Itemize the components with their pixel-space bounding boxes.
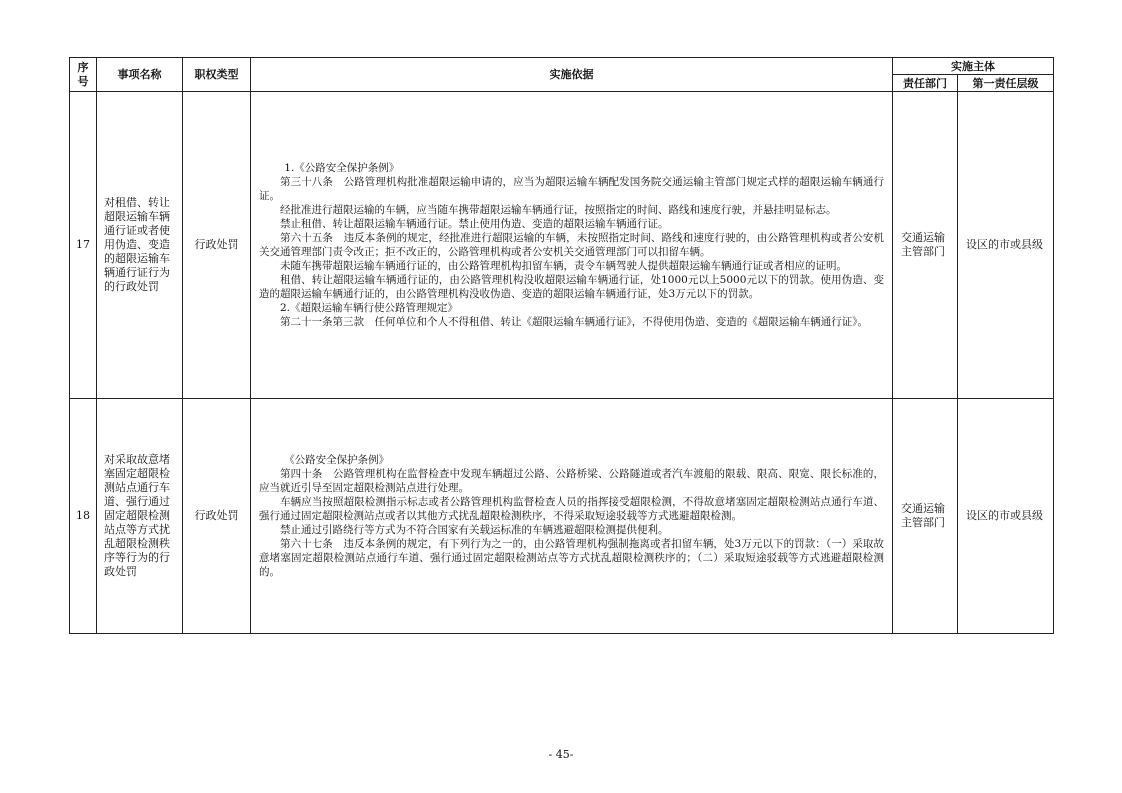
basis-paragraph: 未随车携带超限运输车辆通行证的，由公路管理机构扣留车辆，责令车辆驾驶人提供超限运输车辆通行证或者相应的证明。 [280,260,847,272]
responsibility-level: 设区的市或县级 [958,399,1054,634]
basis-paragraph: 《公路安全保护条例》 [284,454,390,466]
basis-paragraph: 禁止租借、转让超限运输车辆通行证。禁止使用伪造、变造的超限运输车辆通行证。 [280,218,669,230]
header-level: 第一责任层级 [958,75,1054,92]
responsibility-level: 设区的市或县级 [958,92,1054,399]
item-name: 对采取故意堵塞固定超限检测站点通行车道、强行通过固定超限检测站点等方式扰乱超限检测秩序等行为的行政处罚 [97,399,183,634]
responsible-dept: 交通运输主管部门 [893,399,958,634]
basis-paragraph: 第六十五条 违反本条例的规定，经批准进行超限运输的车辆，未按照指定时间、路线和速度行驶的，由公路管理机构或者公安机关交通管理部门责令改正；拒不改正的，公路管理机构或者公安机关交通管理部门可以扣留车辆。 [259,232,884,258]
header-no-label: 序号 [77,60,89,88]
basis-paragraph: 第二十一条第三款 任何单位和个人不得租借、转让《超限运输车辆通行证》，不得使用伪造、变造的《超限运输车辆通行证》。 [280,316,868,328]
header-dept: 责任部门 [893,75,958,92]
basis-paragraph: 禁止通过引路绕行等方式为不符合国家有关载运标准的车辆逃避超限检测提供便利。 [280,524,669,536]
basis-paragraph: 2.《超限运输车辆行使公路管理规定》 [280,302,459,314]
table-row [70,399,1054,634]
basis-cell [251,399,893,634]
power-type: 行政处罚 [183,92,251,399]
basis-paragraph: 租借、转让超限运输车辆通行证的，由公路管理机构没收超限运输车辆通行证，处1000元以上5000元以下的罚款。使用伪造、变造的超限运输车辆通行证的，由公路管理机构没收伪造、变造的超限运输车辆通行证，处3万元以下的罚款。 [259,274,884,300]
basis-paragraph: 车辆应当按照超限检测指示标志或者公路管理机构监督检查人员的指挥接受超限检测，不得故意堵塞固定超限检测站点通行车道、强行通过固定超限检测站点或者以其他方式扰乱超限检测秩序，不得采取短途驳载等方式逃避超限检测。 [259,496,884,522]
document-sheet [69,57,1053,634]
header-power-type: 职权类型 [183,58,251,92]
item-name: 对租借、转让超限运输车辆通行证或者使用伪造、变造的超限运输车辆通行证行为的行政处罚 [97,92,183,399]
header-no [70,58,97,92]
basis-paragraph: 经批准进行超限运输的车辆，应当随车携带超限运输车辆通行证，按照指定的时间、路线和速度行驶，并悬挂明显标志。 [280,204,837,216]
header-basis: 实施依据 [251,58,893,92]
power-type: 行政处罚 [183,399,251,634]
header-item-name: 事项名称 [97,58,183,92]
table-row [70,92,1054,399]
page-number: - 45- [548,748,574,761]
row-no: 17 [70,92,97,399]
row-no: 18 [70,399,97,634]
basis-paragraph: 1.《公路安全保护条例》 [284,162,400,174]
basis-cell [251,92,893,399]
basis-paragraph: 第三十八条 公路管理机构批准超限运输申请的，应当为超限运输车辆配发国务院交通运输主管部门规定式样的超限运输车辆通行证。 [259,176,884,202]
powers-table [69,57,1054,634]
basis-paragraph: 第四十条 公路管理机构在监督检查中发现车辆超过公路、公路桥梁、公路隧道或者汽车渡船的限载、限高、限宽、限长标准的，应当就近引导至固定超限检测站点进行处理。 [259,468,884,494]
basis-text [259,453,884,579]
header-subject: 实施主体 [893,58,1054,75]
responsible-dept: 交通运输主管部门 [893,92,958,399]
basis-paragraph: 第六十七条 违反本条例的规定，有下列行为之一的，由公路管理机构强制拖离或者扣留车辆，处3万元以下的罚款：（一）采取故意堵塞固定超限检测站点通行车道、强行通过固定超限检测站点等方式扰乱超限检测秩序的；（二）采取短途驳载等方式逃避超限检测的。 [259,538,884,578]
basis-text [259,161,884,329]
